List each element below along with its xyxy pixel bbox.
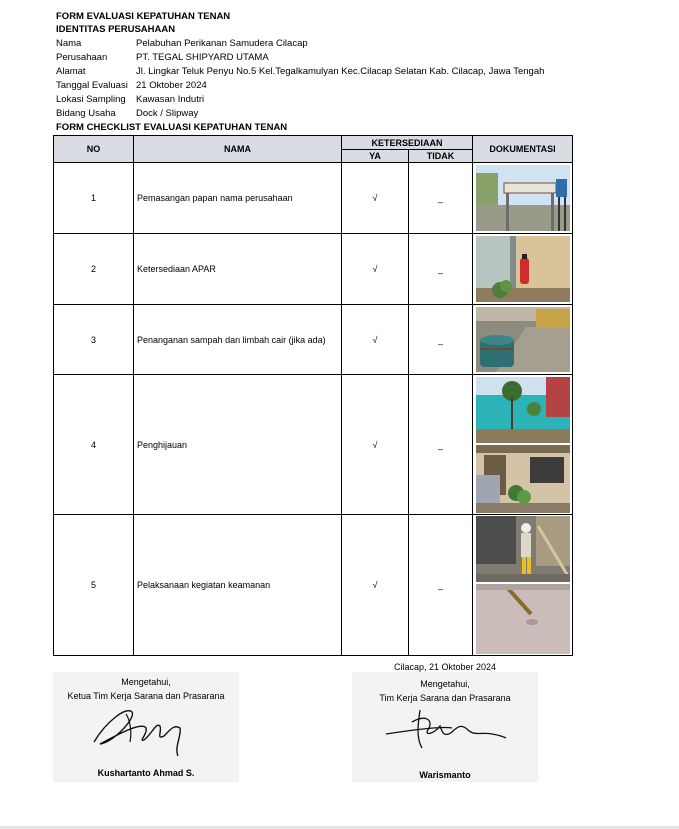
signature-left-line1: Mengetahui, xyxy=(121,677,171,687)
row-tidak: _ xyxy=(409,305,473,375)
checklist-title: FORM CHECKLIST EVALUASI KEPATUHAN TENAN xyxy=(56,122,288,133)
table-row xyxy=(54,515,573,656)
table-row xyxy=(54,163,573,234)
row-dokumentasi xyxy=(473,234,573,305)
row-tidak: _ xyxy=(409,163,473,234)
row-nama: Penanganan sampah dan limbah cair (jika ada) xyxy=(134,305,342,375)
signature-right-name: Warismanto xyxy=(419,770,471,780)
identity-label: Bidang Usaha xyxy=(56,108,116,119)
identity-row-alamat xyxy=(56,65,544,79)
row-ya: √ xyxy=(342,515,409,656)
row-nama: Penghijauan xyxy=(134,375,342,515)
header-no: NO xyxy=(54,136,134,163)
identity-value: Dock / Slipway xyxy=(136,108,199,119)
row-no: 3 xyxy=(54,305,134,375)
photo-floor xyxy=(476,584,570,654)
table-row xyxy=(54,234,573,305)
row-tidak: _ xyxy=(409,375,473,515)
table-header-row xyxy=(54,136,573,150)
table-row xyxy=(54,305,573,375)
identity-row-nama xyxy=(56,37,308,51)
row-no: 1 xyxy=(54,163,134,234)
row-no: 4 xyxy=(54,375,134,515)
row-ya: √ xyxy=(342,234,409,305)
signature-left-line2: Ketua Tim Kerja Sarana dan Prasarana xyxy=(67,691,225,701)
identity-value: 21 Oktober 2024 xyxy=(136,80,207,91)
signature-left-name: Kushartanto Ahmad S. xyxy=(97,768,195,778)
signature-left xyxy=(53,675,239,703)
identity-value: Jl. Lingkar Teluk Penyu No.5 Kel.Tegalkamulyan Kec.Cilacap Selatan Kab. Cilacap, Jawa Tengah xyxy=(136,66,545,77)
row-no: 5 xyxy=(54,515,134,656)
identity-label: Lokasi Sampling xyxy=(56,94,126,105)
row-tidak: _ xyxy=(409,234,473,305)
table-row xyxy=(54,375,573,515)
signature-right-scribble xyxy=(382,704,512,752)
header-nama: NAMA xyxy=(134,136,342,163)
identity-value: PT. TEGAL SHIPYARD UTAMA xyxy=(136,52,269,63)
identity-label: Nama xyxy=(56,38,82,49)
header-ya: YA xyxy=(342,150,409,163)
row-dokumentasi xyxy=(473,305,573,375)
identity-title: IDENTITAS PERUSAHAAN xyxy=(56,24,176,35)
photo-potted-plants xyxy=(476,445,570,513)
identity-value: Kawasan Indutri xyxy=(136,94,205,105)
signature-right-line1: Mengetahui, xyxy=(420,679,470,689)
identity-label: Alamat xyxy=(56,66,86,77)
checklist-table xyxy=(53,135,573,656)
row-nama: Ketersediaan APAR xyxy=(134,234,342,305)
signature-right-place-date: Cilacap, 21 Oktober 2024 xyxy=(393,662,497,672)
identity-row-perusahaan xyxy=(56,51,269,65)
row-ya: √ xyxy=(342,305,409,375)
form-title: FORM EVALUASI KEPATUHAN TENAN xyxy=(56,11,231,22)
row-tidak: _ xyxy=(409,515,473,656)
row-dokumentasi xyxy=(473,375,573,515)
identity-row-lokasi xyxy=(56,93,204,107)
identity-row-tanggal xyxy=(56,79,207,93)
photo-worker xyxy=(476,516,570,582)
row-dokumentasi xyxy=(473,515,573,656)
row-dokumentasi xyxy=(473,163,573,234)
row-nama: Pelaksanaan kegiatan keamanan xyxy=(134,515,342,656)
identity-label: Tanggal Evaluasi xyxy=(56,80,128,91)
signature-left-scribble xyxy=(86,702,196,758)
row-ya: √ xyxy=(342,375,409,515)
header-ketersediaan: KETERSEDIAAN xyxy=(342,136,473,150)
signature-right-line2: Tim Kerja Sarana dan Prasarana xyxy=(379,693,511,703)
row-ya: √ xyxy=(342,163,409,234)
photo-fire-extinguisher xyxy=(476,236,570,302)
identity-value: Pelabuhan Perikanan Samudera Cilacap xyxy=(136,38,308,49)
header-dokumentasi: DOKUMENTASI xyxy=(473,136,573,163)
photo-waste-drum xyxy=(476,307,570,372)
identity-label: Perusahaan xyxy=(56,52,108,63)
photo-signboard xyxy=(476,165,570,231)
row-nama: Pemasangan papan nama perusahaan xyxy=(134,163,342,234)
photo-fence-trees xyxy=(476,377,570,443)
row-no: 2 xyxy=(54,234,134,305)
identity-row-bidang xyxy=(56,107,198,121)
header-tidak: TIDAK xyxy=(409,150,473,163)
signature-right xyxy=(352,677,538,705)
